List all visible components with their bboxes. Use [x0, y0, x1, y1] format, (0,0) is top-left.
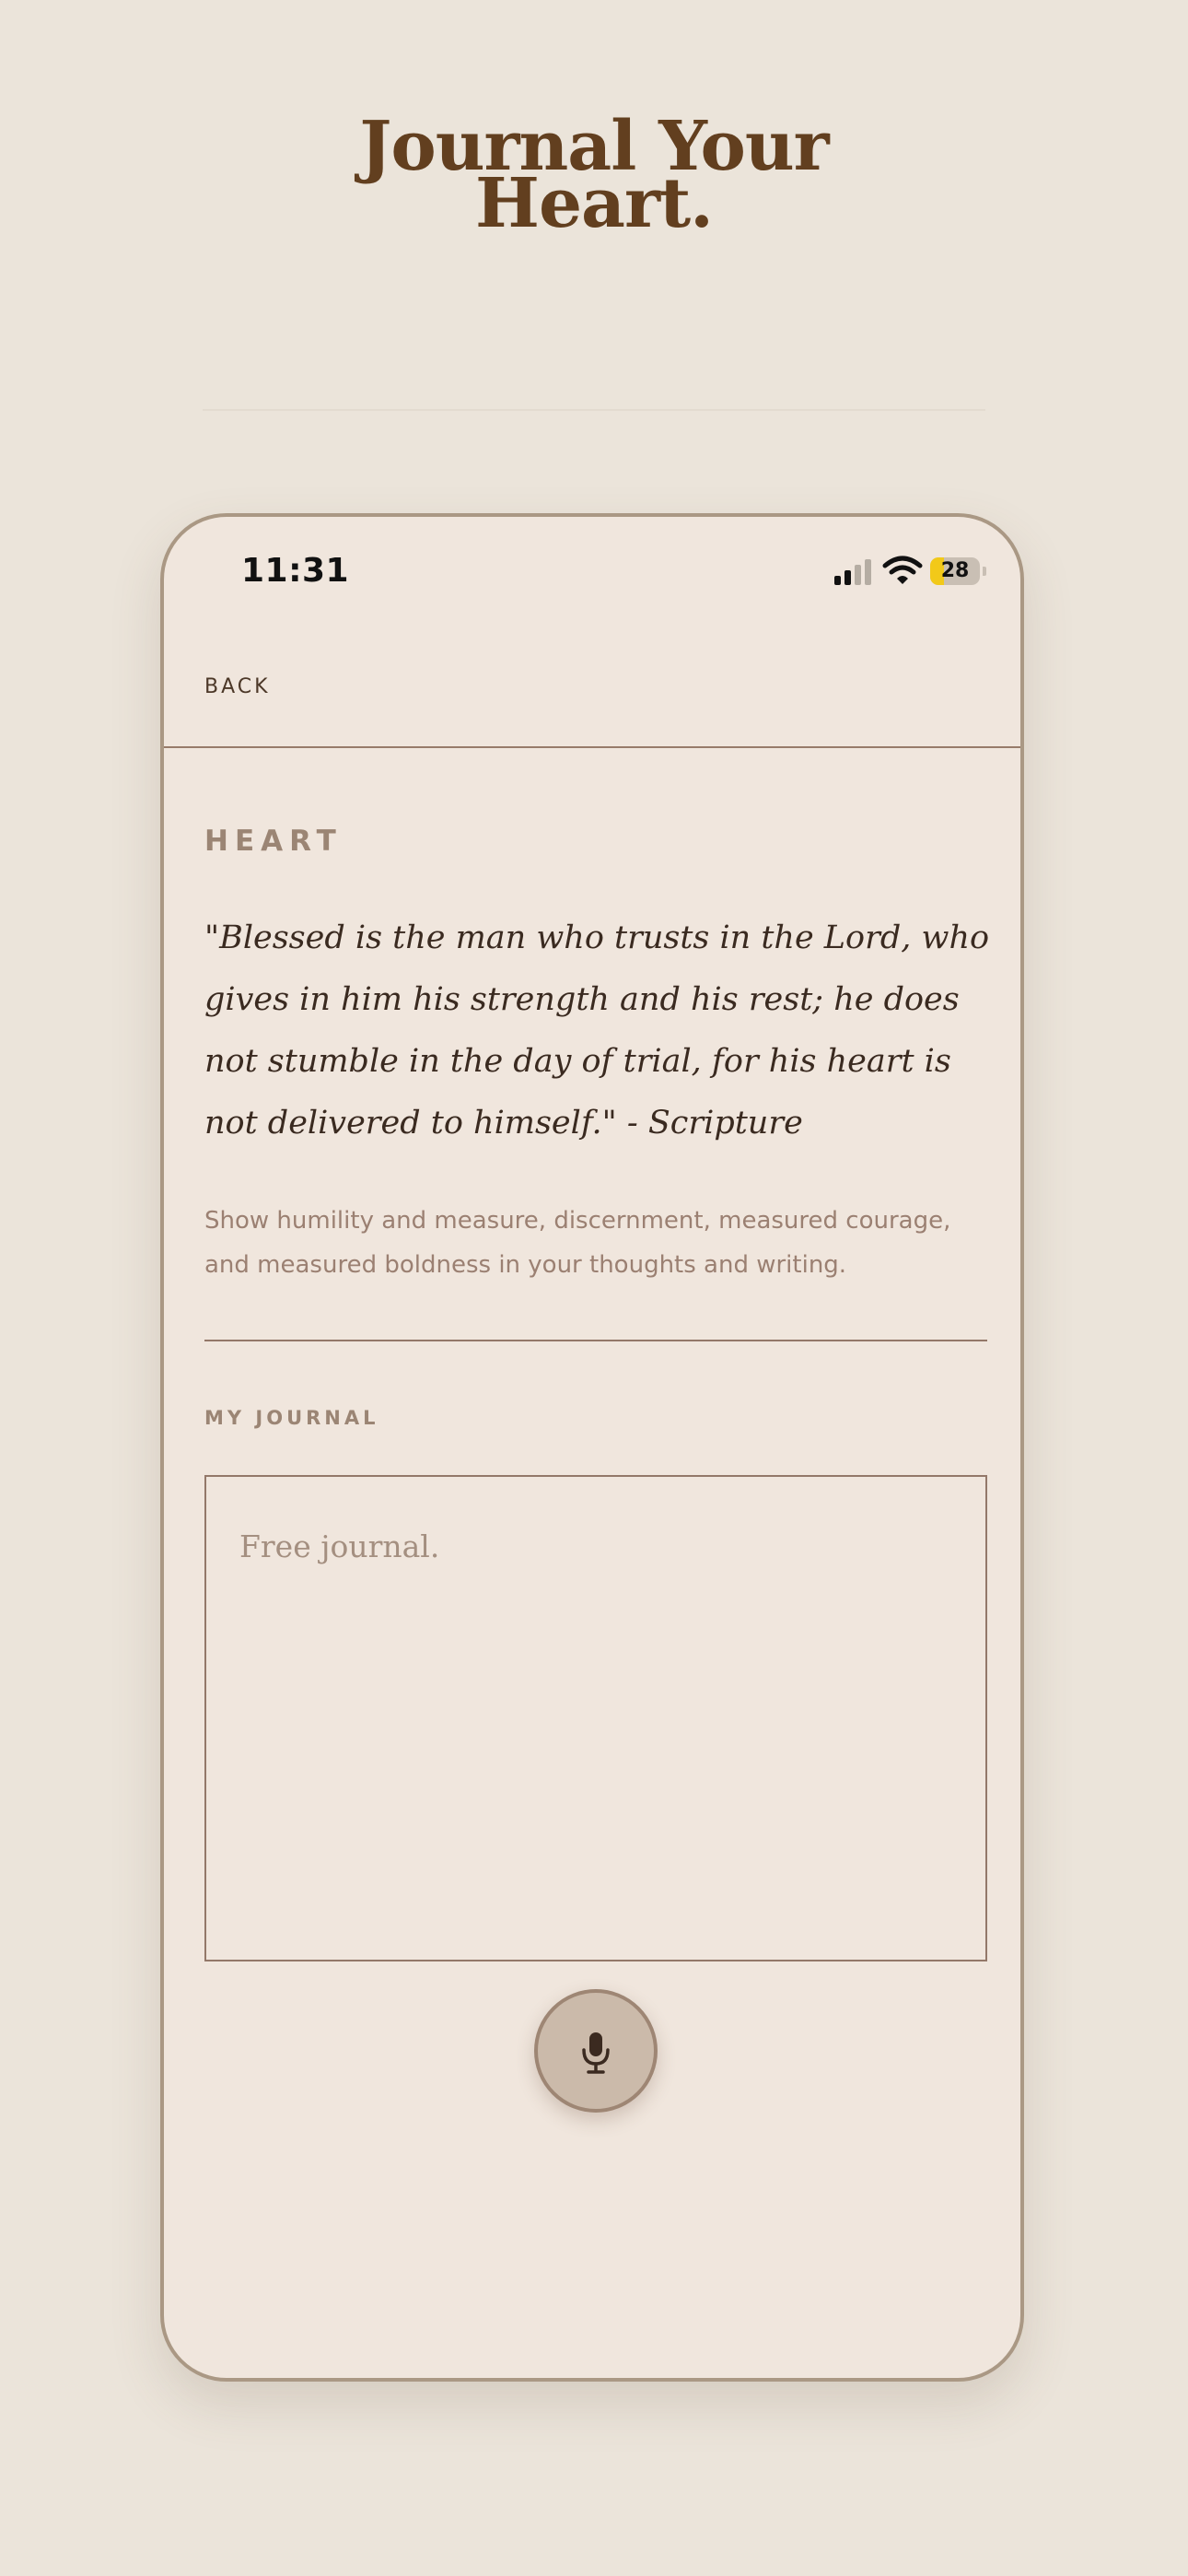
- hero-title-line-2: Heart.: [475, 164, 713, 243]
- scripture-quote: "Blessed is the man who trusts in the Lord, who gives in him his strength and his rest; he does not stumble in the day of trial, for his heart is not delivered to himself." - Scripture: [204, 919, 990, 1142]
- microphone-icon: [579, 2031, 612, 2075]
- header-divider: [164, 746, 1020, 748]
- wifi-icon: [882, 556, 923, 585]
- content-divider: [204, 1340, 987, 1341]
- cellular-signal-icon: [834, 557, 875, 585]
- section-label: HEART: [204, 825, 343, 858]
- battery-icon: [930, 557, 980, 585]
- battery-cap: [983, 567, 986, 576]
- hero-divider: [203, 409, 985, 411]
- guidance-text: Show humility and measure, discernment, measured courage, and measured boldness in your thoughts and writing.: [204, 1207, 951, 1279]
- journal-input[interactable]: [204, 1475, 987, 1961]
- phone-frame: [160, 513, 1024, 2382]
- mic-button[interactable]: [534, 1989, 658, 2113]
- status-bar: [164, 517, 1020, 627]
- journal-label: MY JOURNAL: [204, 1407, 379, 1429]
- status-time: 11:31: [241, 552, 350, 590]
- back-button[interactable]: BACK: [204, 675, 271, 698]
- hero-title: [0, 107, 1188, 243]
- hero-title-line-1: Journal Your: [359, 107, 829, 186]
- battery-level: 28: [940, 559, 970, 582]
